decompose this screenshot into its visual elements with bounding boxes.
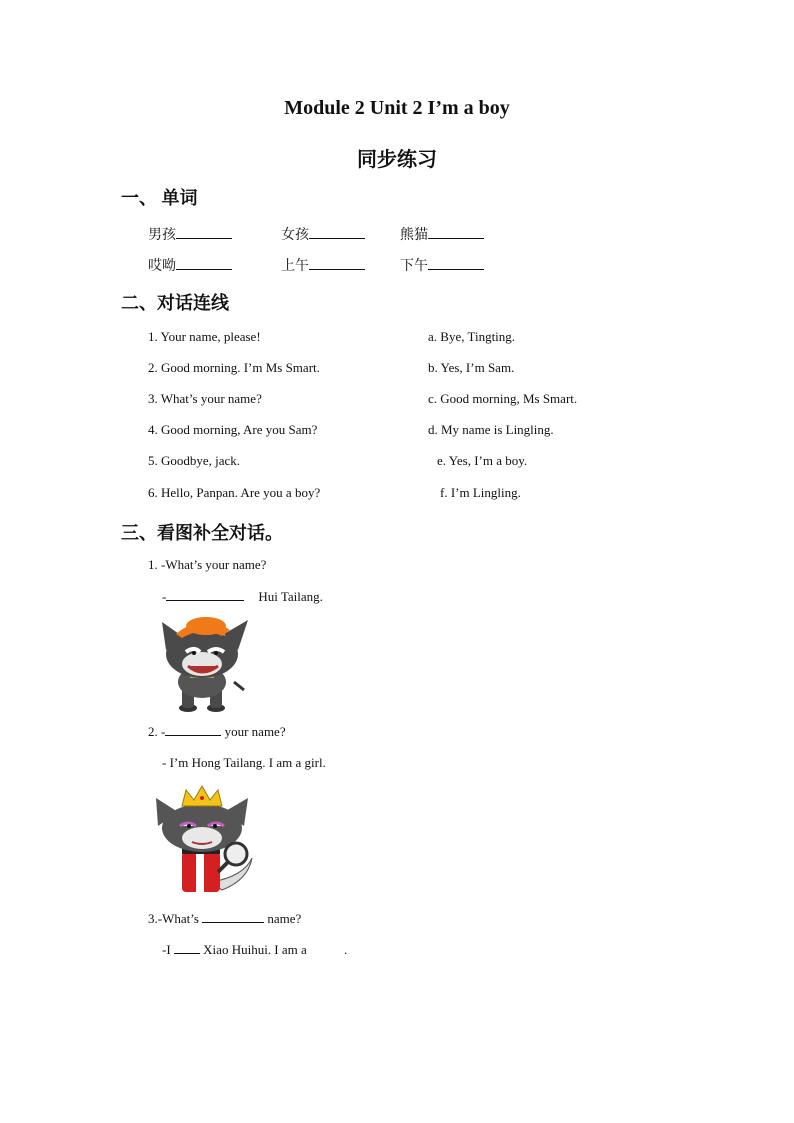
section-3-heading: 三、看图补全对话。 — [121, 523, 283, 543]
dialogue-right-item: c. Good morning, Ms Smart. — [428, 391, 578, 406]
dialogue-right-item: b. Yes, I’m Sam. — [428, 360, 515, 375]
grey-wolf-image — [158, 612, 254, 712]
dialogue-right-item: e. Yes, I’m a boy. — [437, 453, 528, 468]
question-1: 1. -What’s your name? — [148, 557, 267, 572]
word-item: 上午 — [281, 255, 365, 275]
red-wolf-image — [152, 784, 260, 896]
word-item: 男孩 — [148, 224, 232, 244]
word-item: 女孩 — [281, 224, 365, 244]
page-subtitle: 同步练习 — [357, 149, 437, 171]
answer-2: - I’m Hong Tailang. I am a girl. — [162, 755, 326, 770]
dialogue-right-item: a. Bye, Tingting. — [428, 329, 516, 344]
word-item: 下午 — [400, 255, 484, 275]
dialogue-right-item: f. I’m Lingling. — [440, 485, 521, 500]
question-3: 3.-What’s name? — [148, 911, 302, 926]
question-2: 2. - your name? — [148, 724, 286, 739]
answer-3: -I Xiao Huihui. I am a . — [162, 942, 348, 957]
section-2-heading: 二、对话连线 — [121, 293, 229, 313]
dialogue-left-item: 2. Good morning. I’m Ms Smart. — [148, 360, 320, 375]
dialogue-left-item: 1. Your name, please! — [148, 329, 261, 344]
word-item: 哎呦 — [148, 255, 232, 275]
dialogue-left-item: 3. What’s your name? — [148, 391, 262, 406]
word-item: 熊猫 — [400, 224, 484, 244]
dialogue-left-item: 6. Hello, Panpan. Are you a boy? — [148, 485, 321, 500]
page-title: Module 2 Unit 2 I’m a boy — [284, 97, 510, 119]
dialogue-left-item: 4. Good morning, Are you Sam? — [148, 422, 318, 437]
section-1-heading: 一、 单词 — [121, 188, 198, 208]
dialogue-left-item: 5. Goodbye, jack. — [148, 453, 241, 468]
answer-1: - Hui Tailang. — [162, 589, 323, 604]
dialogue-right-item: d. My name is Lingling. — [428, 422, 554, 437]
